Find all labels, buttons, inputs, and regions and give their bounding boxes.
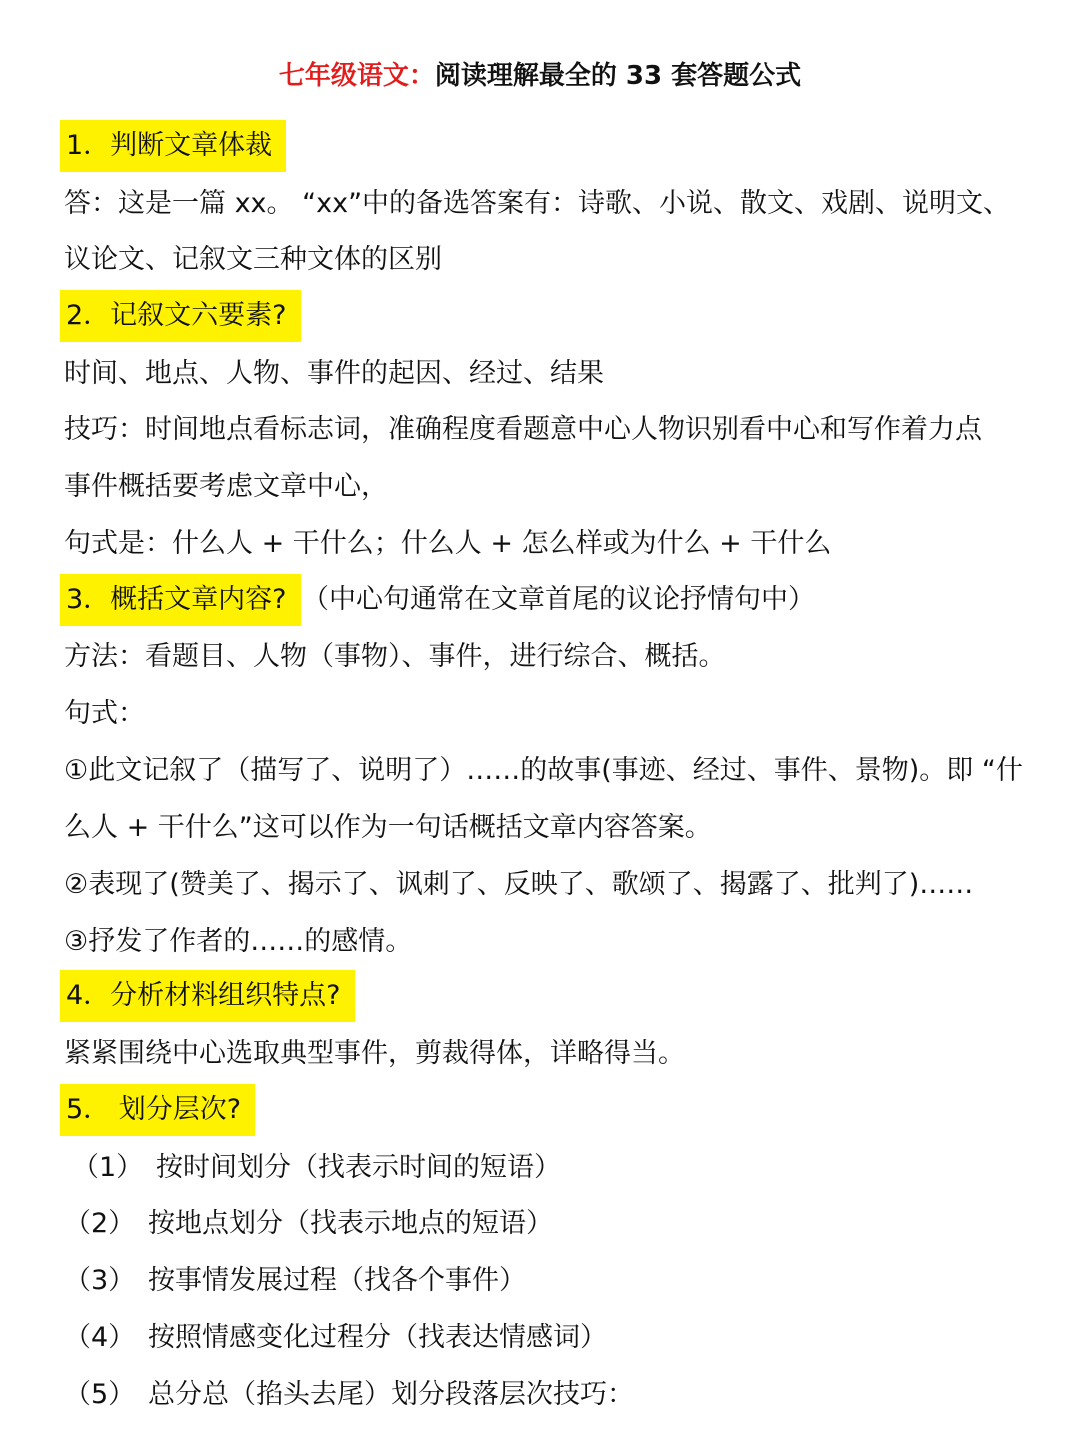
title-red-part: 七年级语文： [278,61,435,91]
section-3-line-4: 么人 + 干什么”这可以作为一句话概括文章内容答案。 [64,812,712,843]
section-2-heading: 2．记叙文六要素? [60,290,301,342]
section-3-heading: 3．概括文章内容? [60,574,301,626]
section-3-note: （中心句通常在文章首尾的议论抒情句中） [302,584,815,615]
section-4-line-1: 紧紧围绕中心选取典型事件，剪裁得体，详略得当。 [64,1038,685,1069]
section-2-line-2: 技巧：时间地点看标志词，准确程度看题意中心人物识别看中心和写作着力点 [64,414,982,445]
title-black-part: 阅读理解最全的 33 套答题公式 [434,61,802,91]
section-5-item-1-text: 按时间划分（找表示时间的短语） [156,1152,561,1183]
section-5-item-5-text: 总分总（掐头去尾）划分段落层次技巧： [148,1379,634,1410]
section-3-line-3: ①此文记叙了（描写了、说明了）……的故事(事迹、经过、事件、景物)。即 “什 [64,755,1023,786]
section-5-heading: 5． 划分层次? [60,1084,255,1136]
section-5-item-5-num: （5） [64,1379,136,1410]
section-5-item-4-num: （4） [64,1322,136,1353]
section-4-heading: 4．分析材料组织特点? [60,970,355,1022]
section-5-item-1-num: （1） [72,1152,144,1183]
section-3-line-1: 方法：看题目、人物（事物）、事件，进行综合、概括。 [64,641,726,672]
section-1-line-1: 答：这是一篇 xx。 “xx”中的备选答案有：诗歌、小说、散文、戏剧、说明文、 [64,188,1011,219]
section-1-heading: 1．判断文章体裁 [60,120,286,172]
section-2-line-3: 事件概括要考虑文章中心， [64,471,388,502]
section-5-item-3-text: 按事情发展过程（找各个事件） [148,1265,526,1296]
section-3-line-2: 句式： [64,698,145,729]
section-5-item-4-text: 按照情感变化过程分（找表达情感词） [148,1322,607,1353]
page-title [0,40,1080,112]
section-2-line-1: 时间、地点、人物、事件的起因、经过、结果 [64,358,604,389]
section-5-item-2-num: （2） [64,1208,136,1239]
section-2-line-4: 句式是：什么人 + 干什么；什么人 + 怎么样或为什么 + 干什么 [64,528,832,559]
section-3-line-5: ②表现了(赞美了、揭示了、讽刺了、反映了、歌颂了、揭露了、批判了)…… [64,869,974,900]
section-3-line-6: ③抒发了作者的……的感情。 [64,926,413,957]
section-5-item-2-text: 按地点划分（找表示地点的短语） [148,1208,553,1239]
section-1-line-2: 议论文、记叙文三种文体的区别 [64,244,442,275]
section-5-item-3-num: （3） [64,1265,136,1296]
